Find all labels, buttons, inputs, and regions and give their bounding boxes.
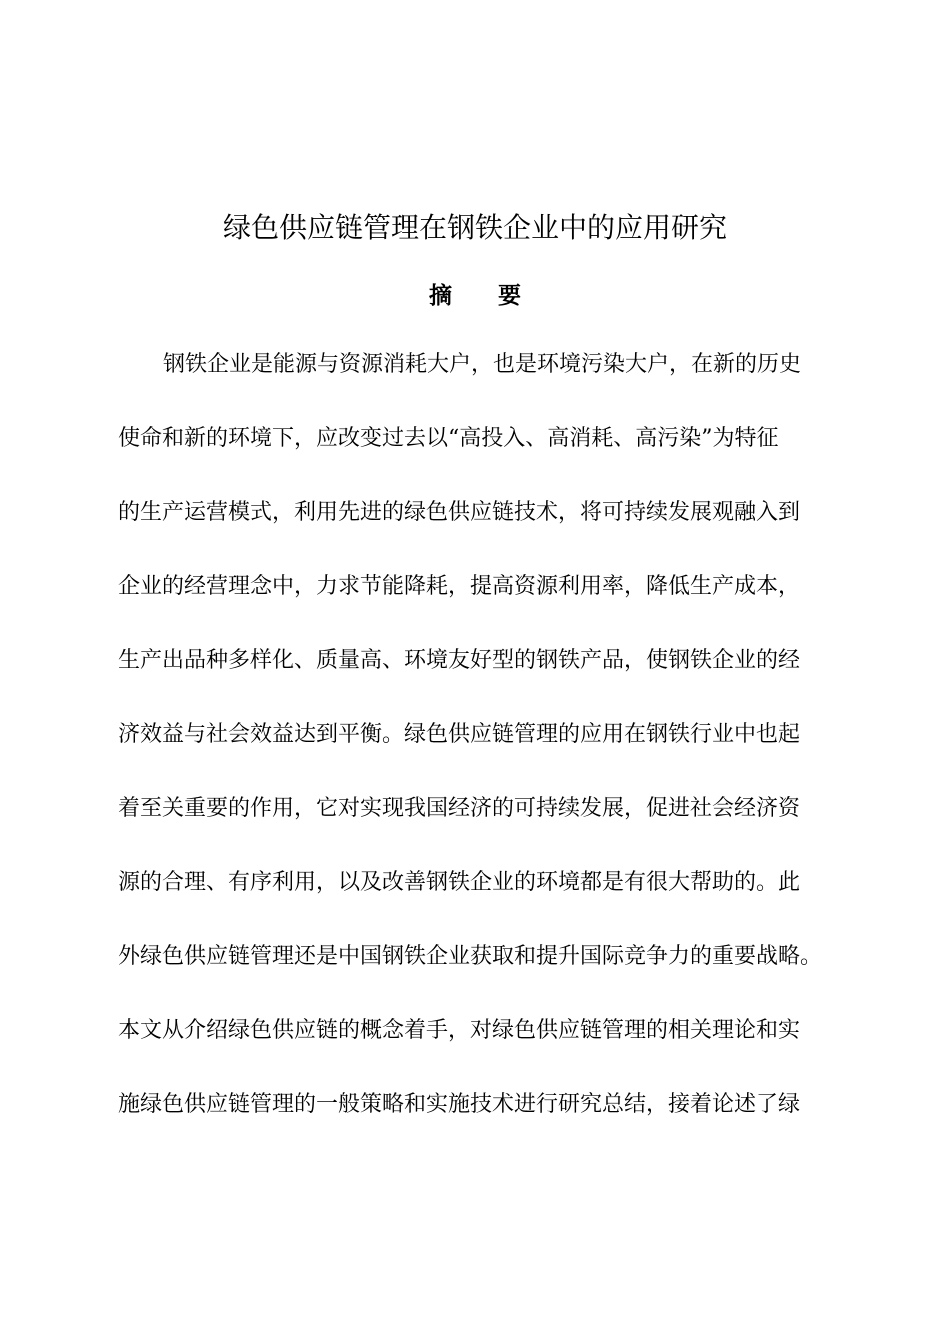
abstract-line: 的生产运营模式，利用先进的绿色供应链技术，将可持续发展观融入到 bbox=[118, 500, 801, 525]
abstract-line: 企业的经营理念中，力求节能降耗，提高资源利用率，降低生产成本， bbox=[118, 574, 801, 599]
document-title: 绿色供应链管理在钢铁企业中的应用研究 bbox=[222, 211, 727, 244]
abstract-line: 着至关重要的作用，它对实现我国经济的可持续发展，促进社会经济资 bbox=[118, 796, 801, 821]
abstract-line: 使命和新的环境下，应改变过去以“高投入、高消耗、高污染”为特征 bbox=[118, 426, 779, 451]
abstract-body bbox=[118, 343, 838, 1157]
abstract-heading: 摘 要 bbox=[429, 283, 521, 309]
abstract-line: 钢铁企业是能源与资源消耗大户，也是环境污染大户，在新的历史 bbox=[163, 352, 802, 377]
abstract-line: 源的合理、有序利用，以及改善钢铁企业的环境都是有很大帮助的。此 bbox=[118, 870, 801, 895]
abstract-line: 外绿色供应链管理还是中国钢铁企业获取和提升国际竞争力的重要战略。 bbox=[118, 944, 823, 969]
abstract-line: 施绿色供应链管理的一般策略和实施技术进行研究总结，接着论述了绿 bbox=[118, 1092, 801, 1117]
abstract-line: 本文从介绍绿色供应链的概念着手，对绿色供应链管理的相关理论和实 bbox=[118, 1018, 801, 1043]
abstract-line: 济效益与社会效益达到平衡。绿色供应链管理的应用在钢铁行业中也起 bbox=[118, 722, 801, 747]
abstract-line: 生产出品种多样化、质量高、环境友好型的钢铁产品，使钢铁企业的经 bbox=[118, 648, 801, 673]
